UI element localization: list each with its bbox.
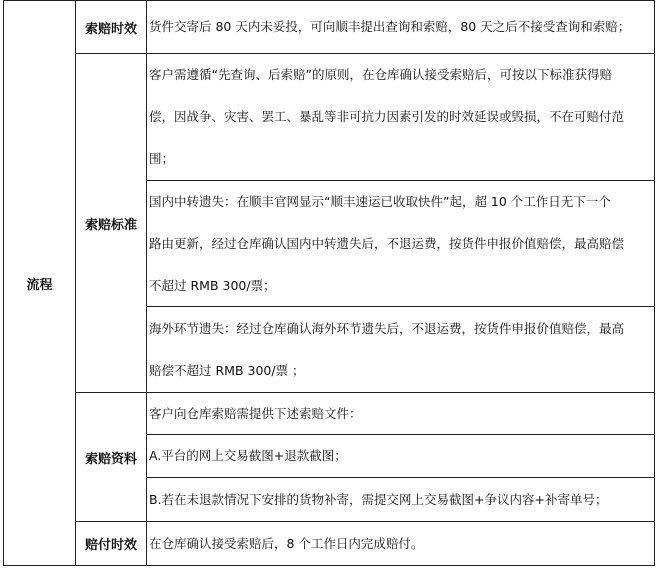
row-label-claim-standard: 索赔标准	[75, 53, 147, 393]
claim-standard-general: 客户需遵循“先查询、后索赔”的原则，在仓库确认接受索赔后，可按以下标准获得赔 偿，因战争、灾害、罢工、暴乱等非可抗力因素引发的时效延误或毁损，不在可赔付范 围；	[146, 53, 655, 181]
row-label-payout-deadline: 赔付时效	[75, 521, 147, 566]
claim-documents-intro: 客户向仓库索赔需提供下述索赔文件：	[146, 392, 655, 435]
claim-documents-item-b: B.若在未退款情况下安排的货物补寄，需提交网上交易截图+争议内容+补寄单号；	[146, 477, 655, 522]
row-label-claim-deadline: 索赔时效	[75, 0, 147, 54]
claim-deadline-text: 货件交寄后 80 天内未妥投，可向顺丰提出查询和索赔，80 天之后不接受查询和索赔；	[146, 0, 655, 54]
row-label-claim-documents: 索赔资料	[75, 392, 147, 522]
claim-documents-item-a: A.平台的网上交易截图+退款截图；	[146, 434, 655, 478]
section-label-cell	[3, 0, 76, 566]
section-label: 流程	[26, 277, 53, 293]
claim-standard-overseas-loss: 海外环节遗失：经过仓库确认海外环节遗失后，不退运费，按货件申报价值赔偿，最高 赔偿不超过 RMB 300/票 ；	[146, 306, 655, 393]
claim-standard-domestic-loss: 国内中转遗失：在顺丰官网显示“顺丰速运已收取快件”起，超 10 个工作日无下一个 路由更新，经过仓库确认国内中转遗失后，不退运费，按货件申报价值赔偿，最高赔偿 不超过 RMB 300/票；	[146, 180, 655, 307]
payout-deadline-text: 在仓库确认接受索赔后，8 个工作日内完成赔付。	[146, 521, 655, 566]
